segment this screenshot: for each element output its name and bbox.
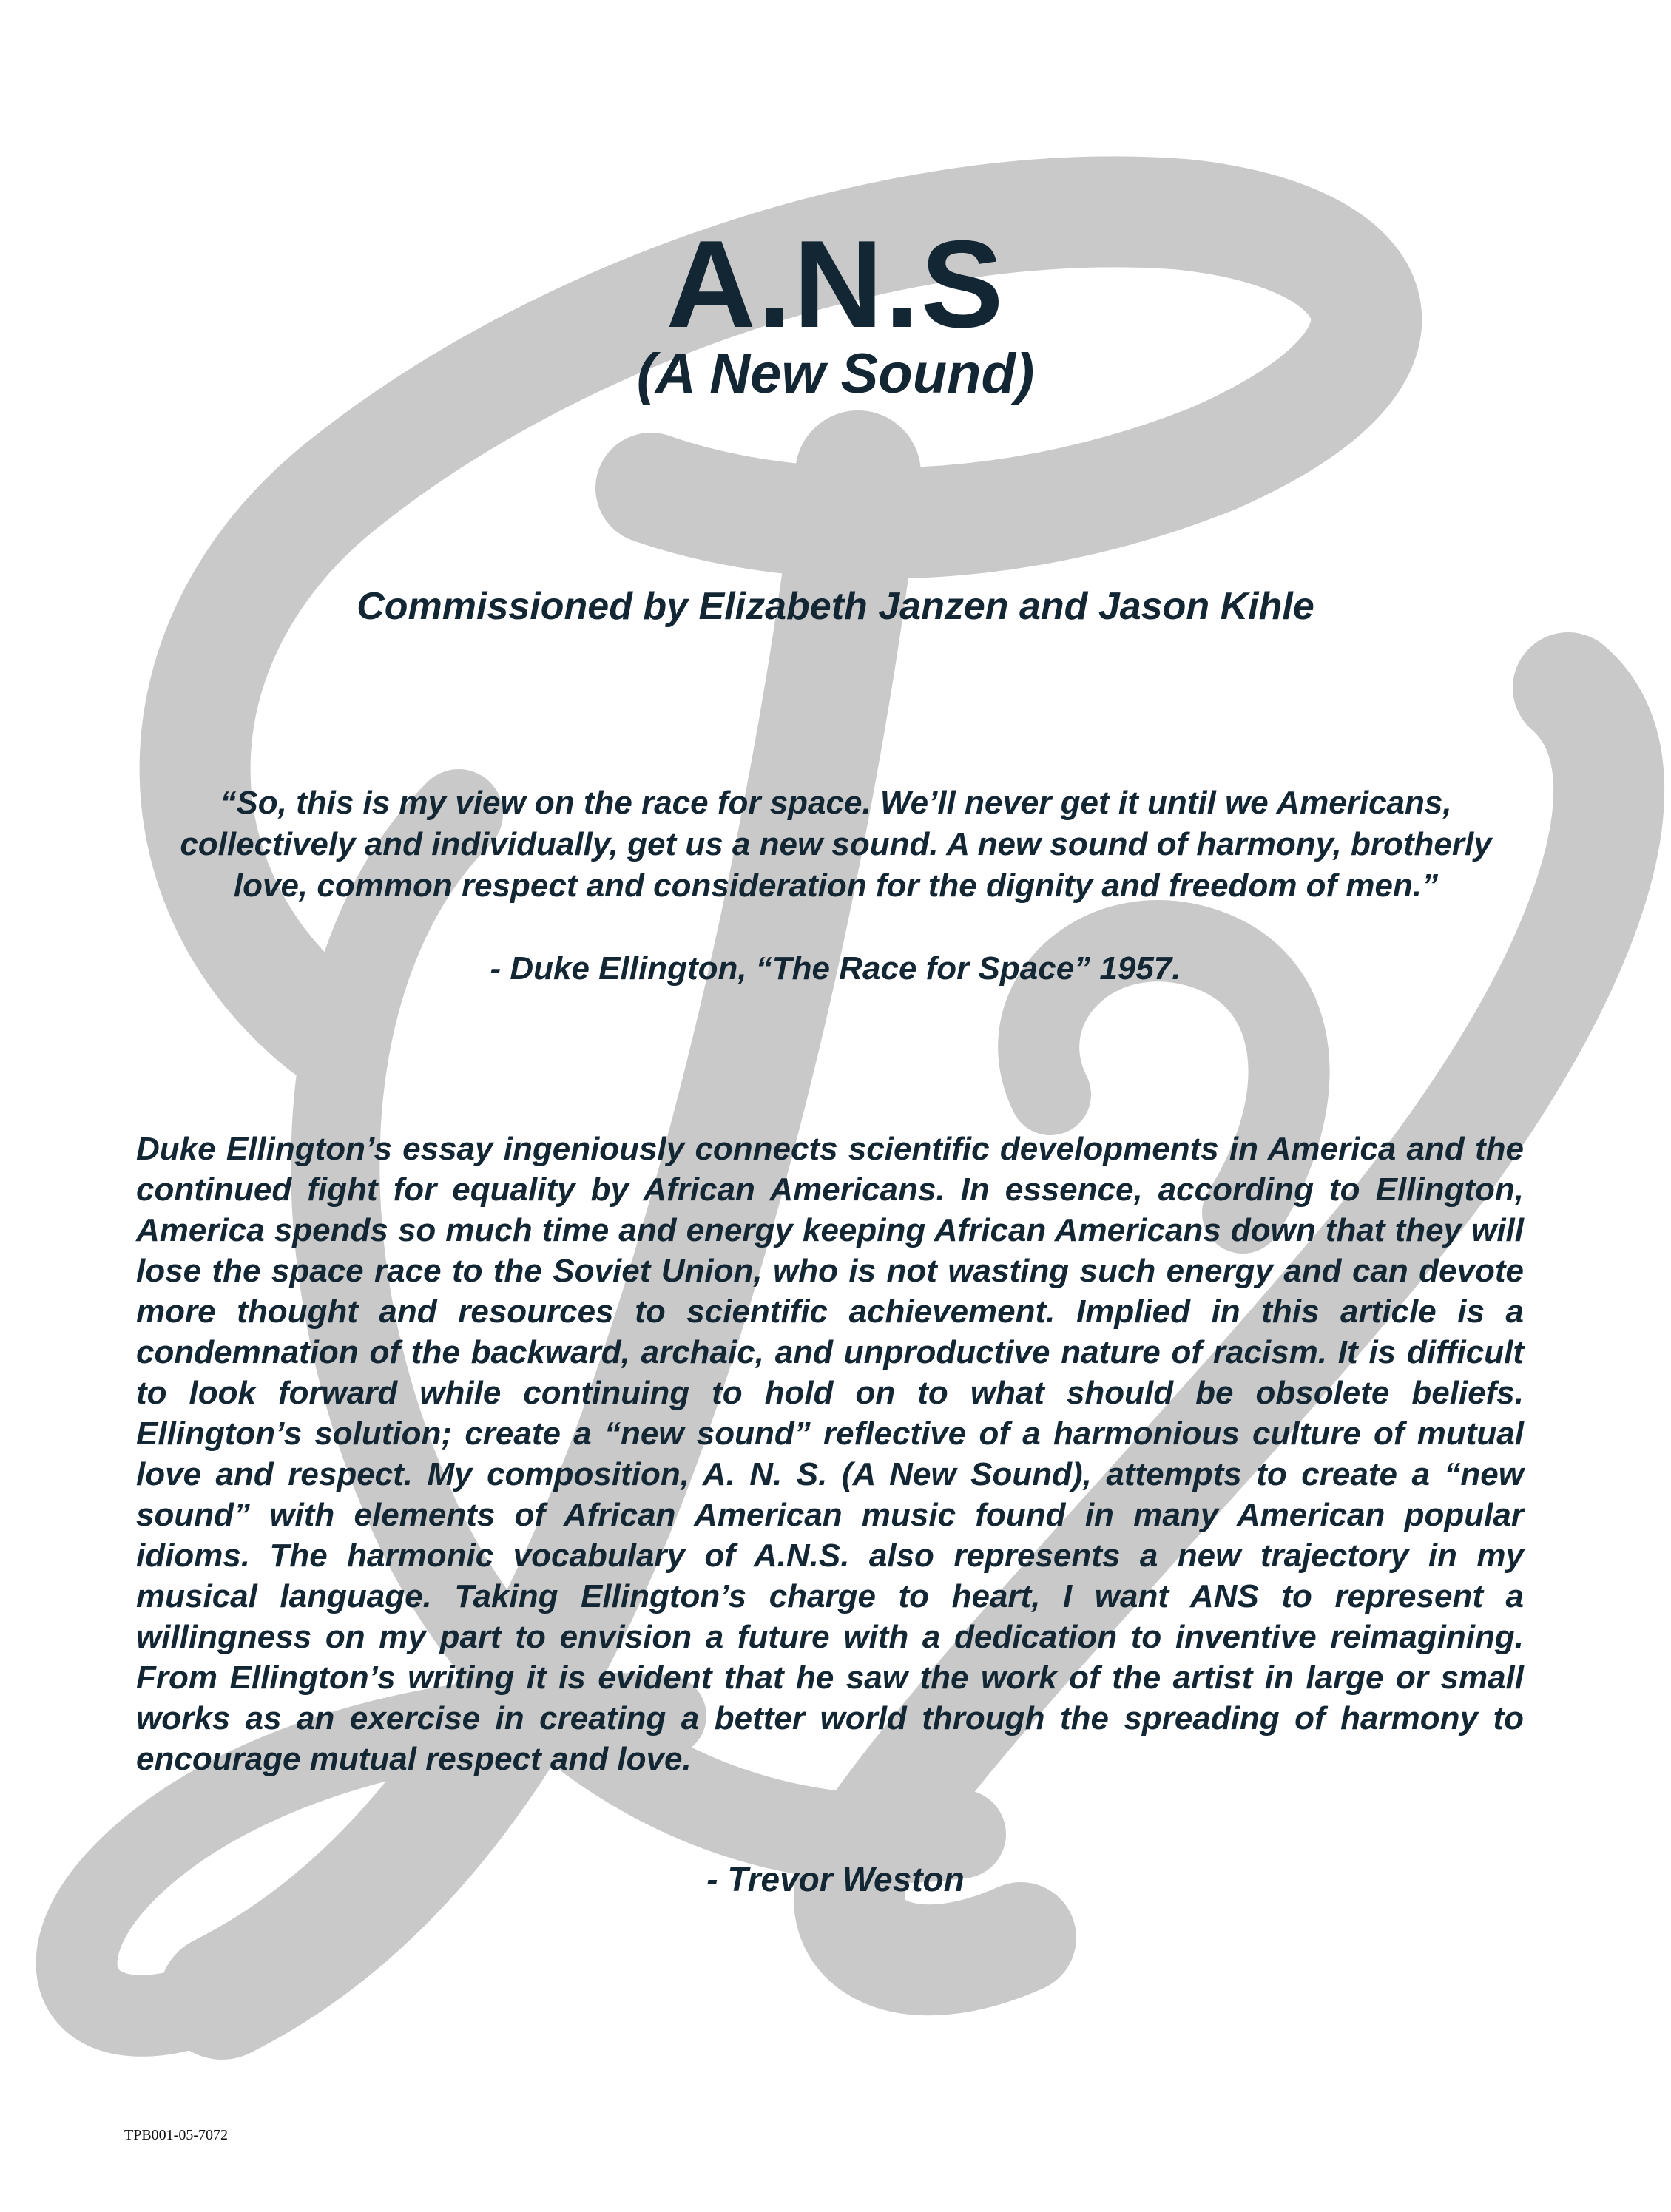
ellington-quote: “So, this is my view on the race for space. We’ll never get it until we Americans, collectively and individually, get us a new sound. A new sound of harmony, brotherly love, common respect and consideration for the dignity and freedom of men.” [180,785,1492,904]
document-title: A.N.S [666,214,1005,354]
document-subtitle: (A New Sound) [636,342,1035,405]
program-note-paragraph: Duke Ellington’s essay ingeniously connects scientific developments in America and the continued fight for equality by African Americans. In essence, according to Ellington, America spends so much time and energy keeping African Americans down that they will lose the space race to the Soviet Union, who is not wasting such energy and can devote more thought and resources to scientific achievement. Implied in this article is a condemnation of the backward, archaic, and unproductive nature of racism. It is difficult to look forward while continuing to hold on to what should be obsolete beliefs. Ellington’s solution; create a “new sound” reflective of a harmonious culture of mutual love and respect. My composition, A. N. S. (A New Sound), attempts to create a “new sound” with elements of African American music found in many American popular idioms. The harmonic vocabulary of A.N.S. also represents a new trajectory in my musical language. Taking Ellington’s charge to heart, I want ANS to represent a willingness on my part to envision a future with a dedication to inventive reimagining. From Ellington’s writing it is evident that he saw the work of the artist in large or small works as an exercise in creating a better world through the spreading of harmony to encourage mutual respect and love. [136,1131,1524,1777]
quote-attribution: - Duke Ellington, “The Race for Space” 1957. [490,950,1181,987]
commission-line: Commissioned by Elizabeth Janzen and Jason Kihle [357,585,1314,628]
composer-signature: - Trevor Weston [706,1860,965,1898]
catalog-number: TPB001-05-7072 [124,2127,228,2143]
